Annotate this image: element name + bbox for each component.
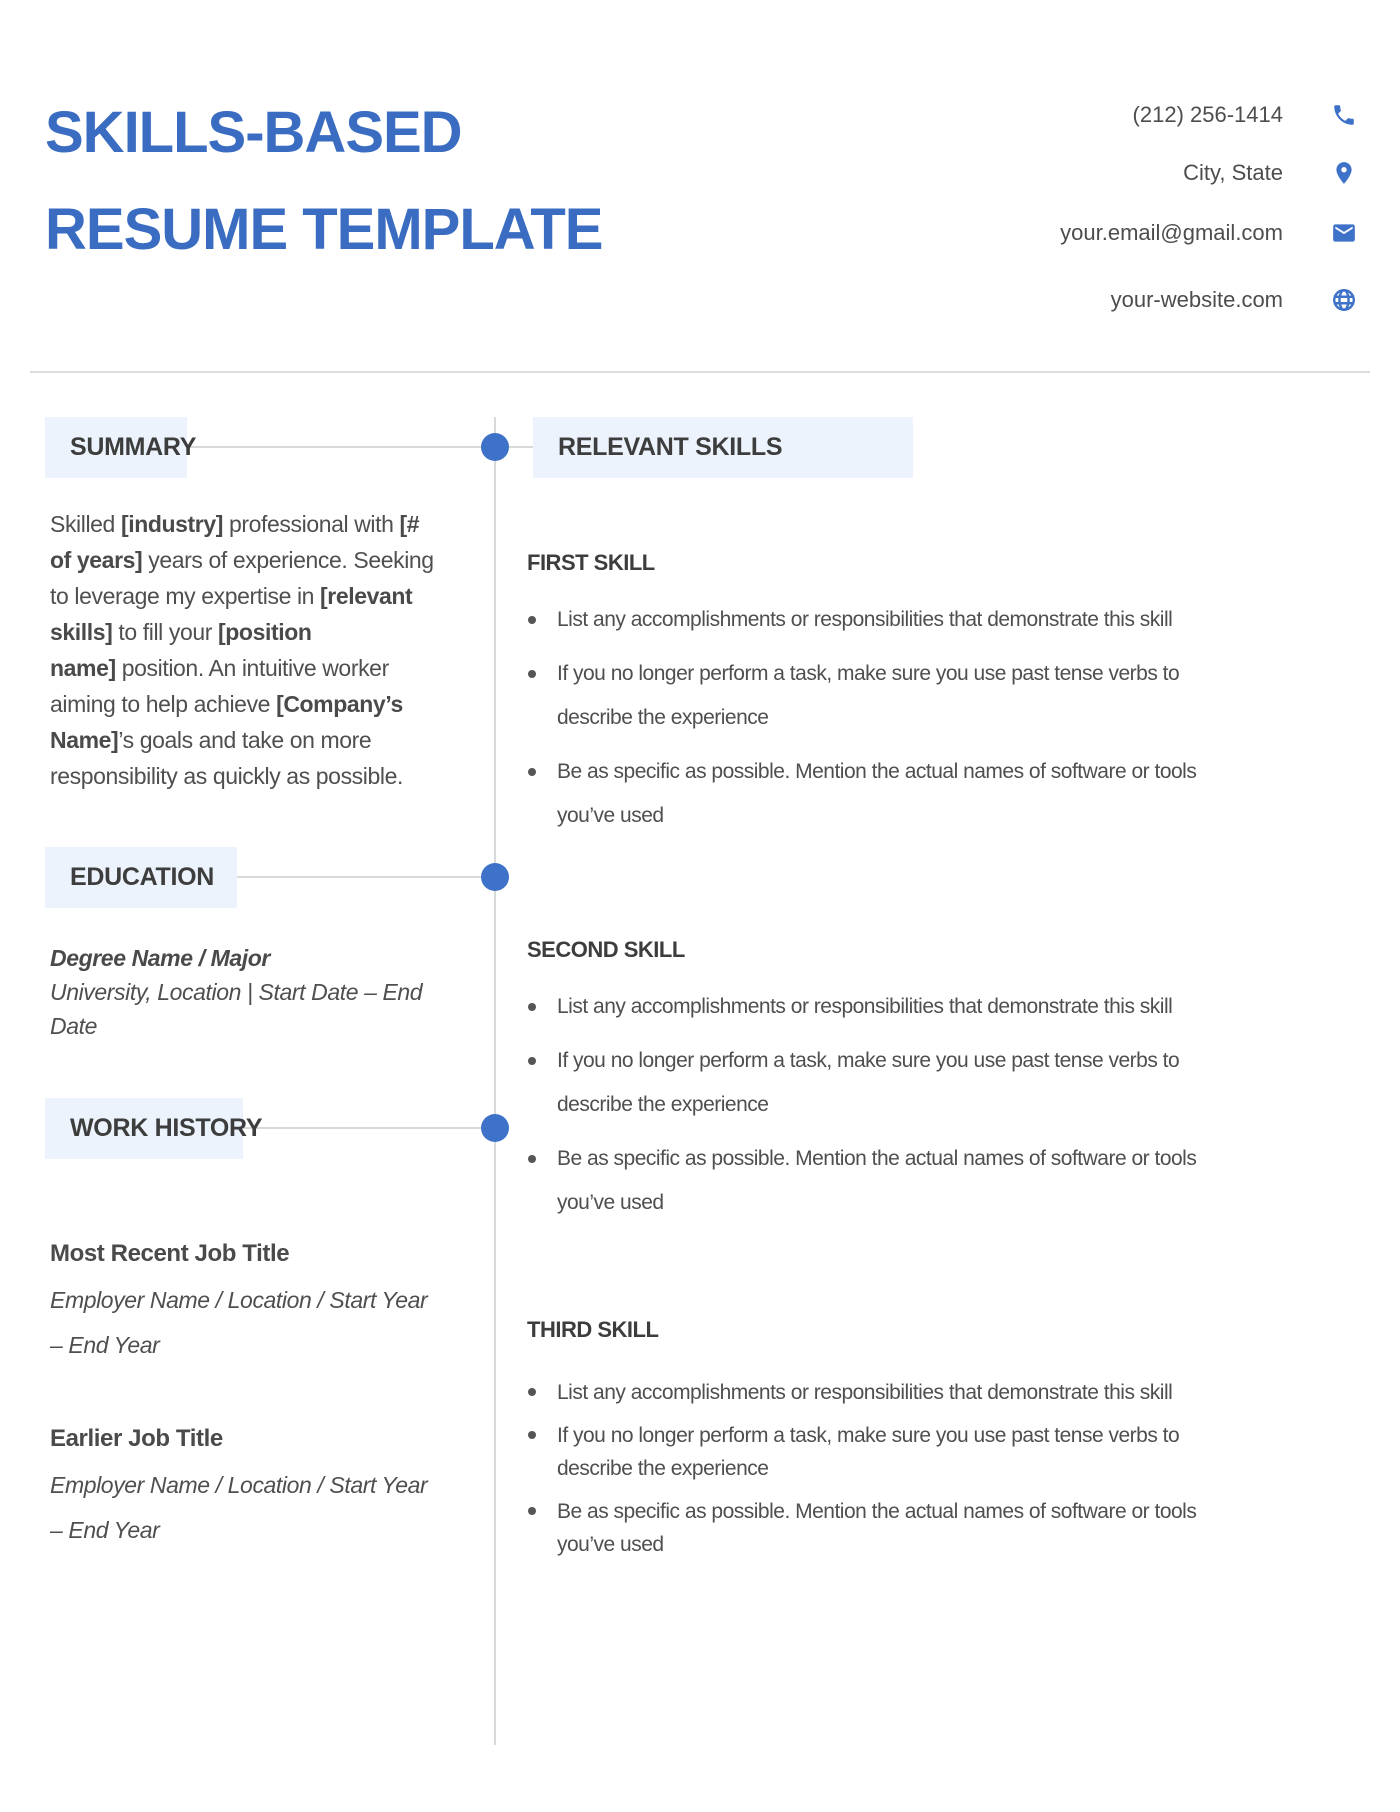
list-item [527, 1376, 1207, 1409]
list-item [527, 598, 1207, 642]
skill-section-first [527, 550, 1207, 848]
bullet-text: List any accomplishments or responsibilities that demonstrate this skill [557, 995, 1173, 1018]
phone-icon [1330, 101, 1358, 129]
list-item [527, 652, 1207, 740]
education-section-heading [45, 847, 237, 908]
summary-paragraph: Skilled [industry] professional with [# of years] years of experience. Seeking to leverage my expertise in [relevant skills] to fill your [position name] position. An intuitive worker aiming to help achieve [Company’s Name]’s goals and take on more responsibility as quickly as possible. [50, 511, 434, 789]
header-divider [30, 371, 1370, 373]
skill-section-second [527, 937, 1207, 1235]
contact-phone [1133, 98, 1358, 132]
bullet-icon [527, 1419, 557, 1485]
bullet-text: Be as specific as possible. Mention the actual names of software or tools you’ve used [557, 1500, 1197, 1556]
contact-location [1183, 156, 1358, 190]
skill-section-third [527, 1317, 1207, 1571]
summary-section-heading [45, 417, 197, 478]
bullet-text: If you no longer perform a task, make sure you use past tense verbs to describe the experience [557, 1424, 1180, 1480]
skill-bullet-list [527, 1376, 1207, 1561]
bullet-icon [527, 985, 557, 1029]
education-connector-line [237, 876, 495, 878]
list-item [527, 1137, 1207, 1225]
list-item [527, 750, 1207, 838]
job-employer: Employer Name / Location / Start Year – End Year [50, 1472, 428, 1543]
list-item [527, 1419, 1207, 1485]
relevant-skills-heading-label: RELEVANT SKILLS [558, 433, 783, 461]
location-icon [1330, 159, 1358, 187]
education-school: University, Location | Start Date – End Date [50, 979, 423, 1039]
bullet-text: Be as specific as possible. Mention the actual names of software or tools you’ve used [557, 760, 1197, 827]
globe-icon [1330, 286, 1358, 314]
list-item [527, 1039, 1207, 1127]
skill-name: FIRST SKILL [527, 550, 655, 575]
job-employer: Employer Name / Location / Start Year – End Year [50, 1287, 428, 1358]
timeline-line [494, 417, 496, 1745]
education-heading-label: EDUCATION [70, 863, 215, 891]
timeline-dot-work [481, 1114, 509, 1142]
skill-name: SECOND SKILL [527, 937, 685, 962]
work-history-section-heading [45, 1098, 263, 1159]
list-item [527, 1495, 1207, 1561]
timeline-dot-summary [481, 433, 509, 461]
work-history-heading-label: WORK HISTORY [70, 1114, 263, 1142]
bullet-icon [527, 750, 557, 838]
website-text: your-website.com [1110, 287, 1283, 312]
bullet-icon [527, 1495, 557, 1561]
bullet-text: List any accomplishments or responsibilities that demonstrate this skill [557, 608, 1173, 631]
page-title-line2: RESUME TEMPLATE [45, 197, 603, 262]
contact-website [1111, 283, 1358, 317]
summary-heading-label: SUMMARY [70, 433, 197, 461]
page-title [45, 84, 603, 278]
job-title: Earlier Job Title [50, 1425, 223, 1452]
education-degree: Degree Name / Major [50, 945, 270, 971]
relevant-skills-section-heading [533, 417, 913, 478]
bullet-icon [527, 598, 557, 642]
bullet-text: If you no longer perform a task, make sure you use past tense verbs to describe the experience [557, 662, 1180, 729]
mail-icon [1330, 219, 1358, 247]
page-title-line1: SKILLS-BASED [45, 100, 462, 165]
list-item [527, 985, 1207, 1029]
timeline-dot-education [481, 863, 509, 891]
skill-name: THIRD SKILL [527, 1317, 659, 1342]
skill-bullet-list [527, 598, 1207, 838]
bullet-text: Be as specific as possible. Mention the actual names of software or tools you’ve used [557, 1147, 1197, 1214]
email-text: your.email@gmail.com [1060, 220, 1283, 245]
contact-email [1060, 216, 1358, 250]
location-text: City, State [1183, 160, 1283, 185]
bullet-icon [527, 652, 557, 740]
bullet-text: If you no longer perform a task, make sure you use past tense verbs to describe the experience [557, 1049, 1180, 1116]
bullet-icon [527, 1376, 557, 1409]
bullet-icon [527, 1039, 557, 1127]
bullet-icon [527, 1137, 557, 1225]
phone-number: (212) 256-1414 [1132, 102, 1283, 127]
bullet-text: List any accomplishments or responsibilities that demonstrate this skill [557, 1381, 1173, 1404]
work-connector-line [243, 1127, 495, 1129]
job-title: Most Recent Job Title [50, 1240, 290, 1267]
skill-bullet-list [527, 985, 1207, 1225]
